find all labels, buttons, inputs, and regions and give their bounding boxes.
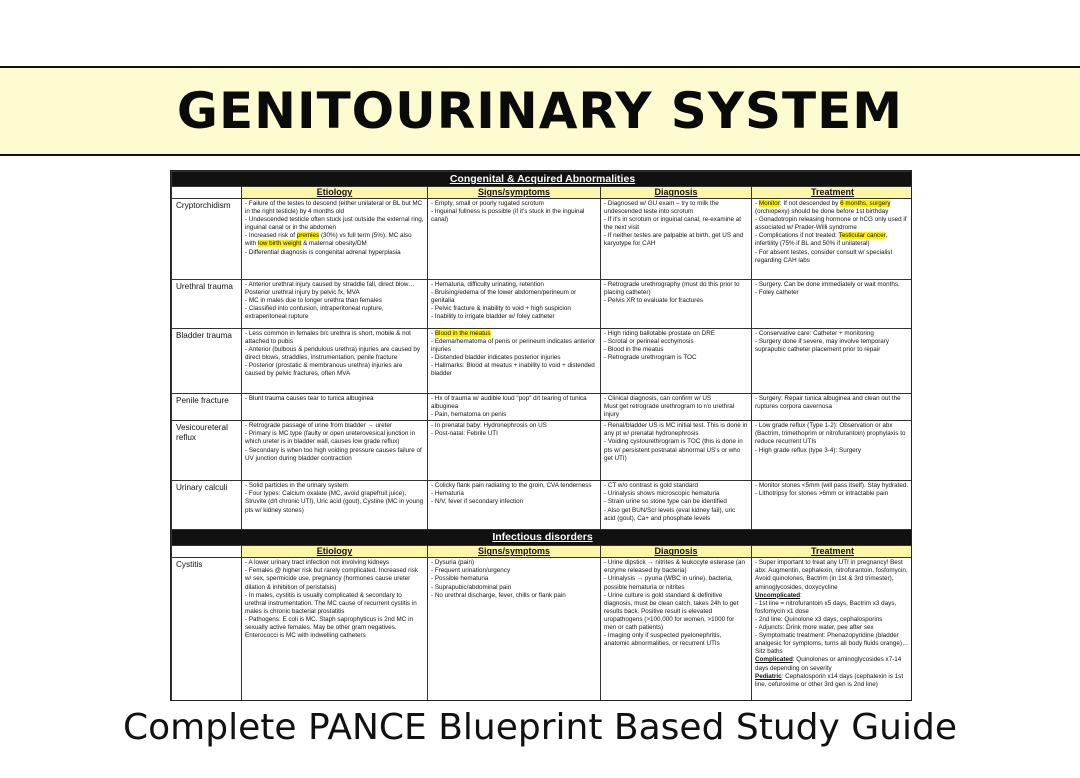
text-fragment: - Foley catheter <box>755 289 799 297</box>
signs-cell <box>428 280 601 329</box>
text-fragment: - CT w/o contrast is gold standard <box>604 482 699 490</box>
bullet-line <box>245 447 424 463</box>
bullet-line <box>431 498 597 506</box>
bullet-line <box>755 632 910 656</box>
text-fragment: - Post-natal: Febrile UTI <box>431 430 498 438</box>
text-fragment: - Undescended testicle often stuck just outside the external ring, inguinal canal or in the abdomen <box>245 216 424 232</box>
bullet-line <box>604 559 748 575</box>
bullet-line <box>245 346 424 362</box>
text-fragment: - For absent testes, consider consult w/ specialist regarding CAH labs <box>755 248 893 264</box>
bullet-line <box>604 490 748 498</box>
column-header-blank <box>172 546 242 558</box>
title-banner <box>0 66 1080 156</box>
section-header-row <box>172 172 913 187</box>
treatment-cell <box>752 421 913 481</box>
highlighted-text: Blood in the meatus <box>434 330 491 337</box>
bullet-line <box>604 507 748 523</box>
highlighted-text: premies <box>296 232 320 240</box>
bullet-line <box>604 281 748 297</box>
text-fragment: - Lithotripsy for stones >6mm or intractable pain <box>755 490 889 498</box>
text-fragment: - Frequent urination/urgency <box>431 567 511 575</box>
bullet-line <box>431 575 597 583</box>
text-fragment: - Increased risk of <box>245 232 297 240</box>
bullet-line <box>604 632 748 648</box>
bold-subheading: Pediatric <box>755 672 782 680</box>
text-fragment: - Solid particles in the urinary system <box>245 482 348 490</box>
bullet-line <box>755 330 910 338</box>
study-sheet <box>170 170 912 701</box>
bullet-line <box>431 289 597 305</box>
bullet-line <box>431 567 597 575</box>
etiology-cell <box>242 280 428 329</box>
bullet-line <box>755 656 910 672</box>
bullet-line <box>755 600 910 616</box>
bullet-line <box>755 673 910 689</box>
text-fragment: - If neither testes are palpable at birth, get US and karyotype for CAH <box>604 232 744 248</box>
text-fragment: - Classified into contusion, intraperitoneal rupture, extraperitoneal rupture <box>245 305 384 321</box>
condition-row <box>172 421 913 481</box>
diagnosis-cell <box>601 329 752 394</box>
bullet-line <box>604 575 748 591</box>
signs-cell <box>428 558 601 701</box>
section-title: Congenital & Acquired Abnormalities <box>172 172 913 187</box>
bullet-line <box>755 200 910 216</box>
bold-subheading: Uncomplicated <box>755 591 801 599</box>
bullet-line <box>245 305 424 321</box>
text-fragment: - Anterior urethral injury caused by straddle fall, direct blow… Posterior urethral injury by pelvic fx, MVA <box>245 281 415 297</box>
text-fragment: - Urinalysis shows microscopic hematuria <box>604 490 720 498</box>
text-fragment: - Surgery done if severe, may involve temporary suprapubic catheter placement prior to repair <box>755 338 890 354</box>
text-fragment: - Four types: Calcium oxalate (MC, avoid grapefruit juice), Struvite (d/t chronic UTI), Uric acid (gout), Cystine (MC in young pts w/ kidney stones) <box>245 490 424 514</box>
bullet-line <box>604 422 748 438</box>
column-header-blank <box>172 187 242 199</box>
signs-cell <box>428 481 601 530</box>
section-title: Infectious disorders <box>172 530 913 546</box>
bullet-line <box>604 330 748 338</box>
column-header-etiology: Etiology <box>242 187 428 199</box>
etiology-cell <box>242 421 428 481</box>
bullet-line <box>431 584 597 592</box>
text-fragment: - In prenatal baby: Hydronephrosis on US <box>431 422 547 430</box>
text-fragment: - Colicky flank pain radiating to the groin, CVA tenderness <box>431 482 592 490</box>
bullet-line <box>431 482 597 490</box>
bullet-line <box>245 395 424 403</box>
text-fragment: - Conservative care: Catheter + monitoring <box>755 330 874 337</box>
text-fragment: - MC in males due to longer urethra than females <box>245 297 382 305</box>
bullet-line <box>604 216 748 232</box>
text-fragment: : If not descended by <box>779 200 841 207</box>
condition-name: Urethral trauma <box>172 280 242 329</box>
bullet-line <box>755 624 910 632</box>
condition-name: Cystitis <box>172 558 242 701</box>
bullet-line <box>755 216 910 232</box>
etiology-cell <box>242 199 428 280</box>
text-fragment: - Symptomatic treatment: Phenazopyridine (bladder analgesic for symptoms, turns all body fluids orange)… Sitz baths <box>755 632 909 656</box>
text-fragment: - Super important to treat any UTI in pregnancy! Best abx: Augmentin, cephalexin, nitrofurantoin, fosfomycin. Avoid quinolones, Bactrim (in 1st & 3rd trimester), aminoglycosides, doxycycline <box>755 559 908 591</box>
bullet-line <box>245 232 424 248</box>
text-fragment: Must get retrograde urethrogram to r/o urethral injury <box>604 403 735 419</box>
bullet-line <box>604 403 748 419</box>
bullet-line <box>245 559 424 567</box>
column-header-diagnosis: Diagnosis <box>601 187 752 199</box>
text-fragment: - A lower urinary tract infection not involving kidneys <box>245 559 390 567</box>
bullet-line <box>755 249 910 265</box>
bullet-line <box>604 338 748 346</box>
bullet-line <box>431 338 597 354</box>
section-header-row <box>172 530 913 546</box>
bullet-line <box>245 430 424 446</box>
diagnosis-cell <box>601 394 752 421</box>
column-header-row <box>172 546 913 558</box>
bullet-line <box>431 395 597 411</box>
text-fragment: - Empty, small or poorly rugated scrotum <box>431 200 544 207</box>
text-fragment: - Clinical diagnosis, can confirm w/ US <box>604 395 712 402</box>
text-fragment: - Urine dipstick → nitrites & leukocyte esterase (an enzyme released by bacteria) <box>604 559 746 575</box>
condition-row <box>172 558 913 701</box>
bullet-line <box>431 411 597 419</box>
bullet-line <box>245 216 424 232</box>
text-fragment: - Suprapubic/abdominal pain <box>431 583 512 591</box>
page-title: GENITOURINARY SYSTEM <box>176 82 904 140</box>
text-fragment: - Hematuria, difficulty urinating, retention <box>431 281 544 288</box>
text-fragment: - Blood in the meatus <box>604 346 664 354</box>
etiology-cell <box>242 558 428 701</box>
text-fragment: - Inability to irrigate bladder w/ foley catheter <box>431 313 555 321</box>
text-fragment: - Posterior (prostatic & membranous urethra) injuries are caused by pelvic fractures, often MVA <box>245 362 403 378</box>
text-fragment: - Pelvis XR to evaluate for fractures <box>604 297 704 305</box>
text-fragment: (orchiopexy) should be done before 1st birthday <box>755 208 889 216</box>
text-fragment: - Surgery: Repair tunica albuginea and clean out the ruptures corpora cavernosa <box>755 395 901 411</box>
column-header-treatment: Treatment <box>752 187 913 199</box>
bullet-line <box>245 422 424 430</box>
bullet-line <box>245 567 424 591</box>
footer-caption: Complete PANCE Blueprint Based Study Guide <box>123 707 957 748</box>
text-fragment: - Retrograde urethrography (must do this prior to placing catheter) <box>604 281 740 297</box>
condition-name: Bladder trauma <box>172 329 242 394</box>
bullet-line <box>431 430 597 438</box>
text-fragment: & maternal obesity/DM <box>301 240 367 248</box>
bold-subheading: Complicated <box>755 656 793 664</box>
bullet-line <box>755 490 910 498</box>
text-fragment: - Low grade reflux (Type 1-2): Observation or abx (Bactrim, trimethoprim or nitrofurantoin) prophylaxis to reduce recurrent UTIs <box>755 422 906 446</box>
text-fragment: - Voiding cystourethrogram is TOC (this is done in pts w/ persistent postnatal abnormal US's or who get UTI) <box>604 438 743 462</box>
column-header-etiology: Etiology <box>242 546 428 558</box>
column-header-diagnosis: Diagnosis <box>601 546 752 558</box>
column-header-signs: Signs/symptoms <box>428 546 601 558</box>
etiology-cell <box>242 394 428 421</box>
text-fragment: - Possible hematuria <box>431 575 489 583</box>
bullet-line <box>431 281 597 289</box>
treatment-cell <box>752 481 913 530</box>
text-fragment: - No urethral discharge, fever, chills or flank pain <box>431 591 566 599</box>
bullet-line <box>245 616 424 640</box>
text-fragment: - <box>755 200 759 207</box>
text-fragment: - Pelvic fracture & inability to void + high suspicion <box>431 305 571 313</box>
bullet-line <box>431 330 597 338</box>
bullet-line <box>431 422 597 430</box>
text-fragment: - <box>431 330 435 337</box>
condition-name: Urinary calculi <box>172 481 242 530</box>
gu-table <box>171 171 912 701</box>
bullet-line <box>755 616 910 624</box>
bullet-line <box>604 200 748 216</box>
text-fragment: (30%) vs full term (5%). MC also with <box>245 232 412 248</box>
signs-cell <box>428 199 601 280</box>
bullet-line <box>245 490 424 514</box>
bullet-line <box>604 346 748 354</box>
highlighted-text: Monitor <box>758 200 780 207</box>
text-fragment: - Pathogens: E coli is MC. Staph saprophyticus is 2nd MC in sexually active females. May be other gram negatives. Enterococci is MC with indwelling catheters <box>245 615 413 640</box>
text-fragment: - 1st line = nitrofurantoin x5 days, Bactrim x3 days, fosfomycin x1 dose <box>755 599 897 615</box>
bullet-line <box>755 482 910 490</box>
text-fragment: - In males, cystitis is usually complicated & secondary to urethral instrumentation. The MC cause of recurrent cystitis in males is chronic bacterial prostatitis <box>245 591 417 615</box>
bullet-line <box>431 362 597 378</box>
text-fragment: : Quinolones or aminoglycosides x7-14 days depending on severity <box>755 656 902 672</box>
bullet-line <box>604 297 748 305</box>
treatment-cell <box>752 280 913 329</box>
text-fragment: - High riding ballotable prostate on DRE <box>604 330 715 337</box>
bullet-line <box>245 482 424 490</box>
diagnosis-cell <box>601 280 752 329</box>
bullet-line <box>245 281 424 297</box>
bullet-line <box>431 354 597 362</box>
signs-cell <box>428 329 601 394</box>
bullet-line <box>604 482 748 490</box>
text-fragment: - Differential diagnosis is congenital adrenal hyperplasia <box>245 248 401 256</box>
text-fragment: - Blunt trauma causes tear to tunica albuginea <box>245 395 374 402</box>
condition-row <box>172 481 913 530</box>
text-fragment: - Less common in females b/c urethra is short, mobile & not attached to pubis <box>245 330 411 346</box>
bullet-line <box>755 232 910 248</box>
bullet-line <box>604 354 748 362</box>
text-fragment: - Urinalysis → pyuria (WBC in urine), bacteria, possible hematuria or nitrites <box>604 575 733 591</box>
bullet-line <box>604 395 748 403</box>
treatment-cell <box>752 329 913 394</box>
bullet-line <box>755 281 910 289</box>
bullet-line <box>245 362 424 378</box>
bullet-line <box>245 249 424 257</box>
bullet-line <box>755 447 910 455</box>
text-fragment: - Distended bladder indicates posterior injuries <box>431 354 561 362</box>
text-fragment: - N/V, fever if secondary infection <box>431 498 524 506</box>
text-fragment: - Strain urine so stone type can be identified <box>604 498 727 506</box>
text-fragment: - Surgery. Can be done immediately or wait months. <box>755 281 900 288</box>
column-header-treatment: Treatment <box>752 546 913 558</box>
bullet-line <box>431 559 597 567</box>
text-fragment: - Complications if not treated: <box>755 232 839 240</box>
highlighted-text: low birth weight <box>257 240 302 248</box>
bullet-line <box>431 200 597 208</box>
text-fragment: - Scrotal or perineal ecchymosis <box>604 338 694 346</box>
bullet-line <box>604 438 748 462</box>
bullet-line <box>245 592 424 616</box>
text-fragment: - Females @ higher risk but rarely complicated. Increased risk w/ sex, spermicide use, pregnancy (hormones cause ureter dilation & inhibition of peristalsis) <box>245 567 418 591</box>
condition-name: Cryptorchidism <box>172 199 242 280</box>
etiology-cell <box>242 329 428 394</box>
condition-name: Penile fracture <box>172 394 242 421</box>
diagnosis-cell <box>601 481 752 530</box>
text-fragment: - Hx of trauma w/ audible loud "pop" d/t tearing of tunica albuginea <box>431 395 587 411</box>
text-fragment: - Diagnosed w/ GU exam – try to milk the undescended teste into scrotum <box>604 200 719 216</box>
bullet-line <box>755 592 910 600</box>
text-fragment: - High grade reflux (type 3-4): Surgery <box>755 446 862 454</box>
text-fragment: : <box>800 591 802 599</box>
bullet-line <box>755 395 910 411</box>
text-fragment: - Failure of the testes to descend (either unilateral or BL but MC in the right testicle) by 4 months old <box>245 200 423 216</box>
text-fragment: - Gonadotropin releasing hormone or hCG only used if associated w/ Prader-Willi syndrome <box>755 216 907 232</box>
text-fragment: - Bruising/edema of the lower abdomen/perineum or genitalia <box>431 289 577 305</box>
text-fragment: - Anterior (bulbous & pendulous urethra) injuries are caused by direct blows, straddles, instrumentation, penile fracture <box>245 346 421 362</box>
condition-row <box>172 394 913 421</box>
bullet-line <box>245 200 424 216</box>
bullet-line <box>245 330 424 346</box>
condition-name: Vesicoureteral reflux <box>172 421 242 481</box>
bullet-line <box>604 592 748 632</box>
text-fragment: - Dysuria (pain) <box>431 559 475 567</box>
bullet-line <box>431 490 597 498</box>
text-fragment: - If it's in scrotum or inguinal canal, re-examine at the next visit <box>604 216 741 232</box>
highlighted-text: Testicular cancer <box>838 232 886 240</box>
treatment-cell <box>752 558 913 701</box>
text-fragment: - Hematuria <box>431 490 464 498</box>
text-fragment: - Pain, hematoma on penis <box>431 411 507 419</box>
text-fragment: - Adjuncts: Drink more water, pee after sex <box>755 624 874 632</box>
text-fragment: - Secondary is when too high voiding pressure causes failure of UV junction during bladder contraction <box>245 446 422 462</box>
text-fragment: - Edema/hematoma of penis or perineum indicates anterior injuries <box>431 338 596 354</box>
bullet-line <box>245 297 424 305</box>
bullet-line <box>604 232 748 248</box>
condition-row <box>172 280 913 329</box>
text-fragment: - Inguinal fullness is possible (if it's stuck in the inguinal canal) <box>431 208 585 224</box>
bullet-line <box>755 289 910 297</box>
text-fragment: - Monitor stones <5mm (will pass itself). Stay hydrated. <box>755 482 909 490</box>
column-header-row <box>172 187 913 199</box>
etiology-cell <box>242 481 428 530</box>
treatment-cell <box>752 199 913 280</box>
text-fragment: : Cephalosporin x14 days (cephalexin is 1st line, cefuroxime or other 3rd gen is 2nd line) <box>755 672 904 688</box>
bullet-line <box>431 305 597 313</box>
bullet-line <box>431 313 597 321</box>
condition-row <box>172 199 913 280</box>
bullet-line <box>431 208 597 224</box>
text-fragment: - Also get BUN/Scr levels (eval kidney fail), uric acid (gout), Ca+ and phosphate levels <box>604 506 736 522</box>
text-fragment: - Imaging only if suspected pyelonephritis, anatomic abnormalities, or recurrent UTIs <box>604 632 722 648</box>
text-fragment: - 2nd line: Quinolone x3 days, cephalosporins <box>755 615 883 623</box>
column-header-signs: Signs/symptoms <box>428 187 601 199</box>
text-fragment: - Retrograde urethrogram is TOC <box>604 354 697 362</box>
signs-cell <box>428 421 601 481</box>
condition-row <box>172 329 913 394</box>
bullet-line <box>431 592 597 600</box>
text-fragment: - Urine culture is gold standard & definitive diagnosis, must be clean catch, takes 24h to get results back. Positive result is elevated uropathogens (>100,000 for women, >1000 for men or cath patients) <box>604 591 739 632</box>
text-fragment: - Renal/bladder US is MC initial test. This is done in any pt w/ prenatal hydronephrosis <box>604 422 748 438</box>
text-fragment: - Retrograde passage of urine from bladder → ureter <box>245 422 393 430</box>
treatment-cell <box>752 394 913 421</box>
highlighted-text: 6 months, surgery <box>840 200 891 207</box>
signs-cell <box>428 394 601 421</box>
bullet-line <box>604 498 748 506</box>
bullet-line <box>755 338 910 354</box>
text-fragment: - Primary is MC type (faulty or open ureterovesical junction in which ureter is in bladder wall, causes low grade reflux) <box>245 430 416 446</box>
diagnosis-cell <box>601 558 752 701</box>
diagnosis-cell <box>601 421 752 481</box>
text-fragment: , infertility (75% if BL and 50% if unilateral) <box>755 232 888 248</box>
diagnosis-cell <box>601 199 752 280</box>
bullet-line <box>755 559 910 591</box>
text-fragment: - Hallmarks: Blood at meatus + inability to void + distended bladder <box>431 362 595 378</box>
bullet-line <box>755 422 910 446</box>
